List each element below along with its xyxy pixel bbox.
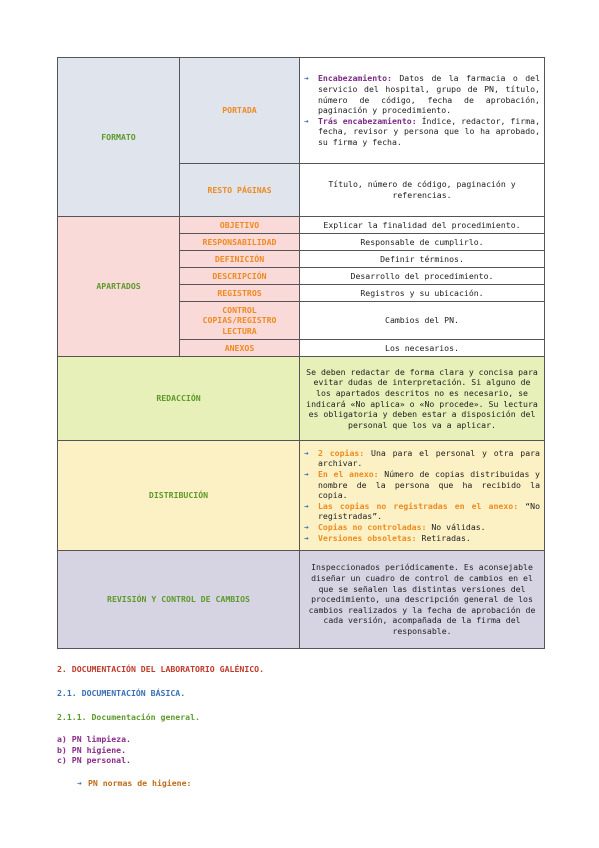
procedure-table [57, 57, 545, 649]
portada-content [300, 58, 545, 164]
arrow-right-icon: ➔ [304, 500, 309, 511]
arrow-right-icon: ➔ [304, 532, 309, 543]
arrow-right-icon: ➔ [77, 777, 82, 788]
apartado-text: Responsable de cumplirlo. [300, 234, 545, 251]
heading-level-1: 2. DOCUMENTACIÓN DEL LABORATORIO GALÉNICO. [57, 664, 265, 674]
arrow-right-icon: ➔ [304, 447, 309, 458]
pn-list [57, 734, 544, 766]
arrow-right-icon: ➔ [304, 73, 309, 84]
distribucion-item: ➔ 2 copias: Una para el personal y otra para archivar. [304, 447, 540, 469]
sub-item: ➔ PN normas de higiene: [77, 777, 192, 788]
heading-level-2: 2.1. DOCUMENTACIÓN BÁSICA. [57, 688, 186, 698]
list-item: a) PN limpieza. [57, 734, 131, 744]
apartado-label: REGISTROS [180, 285, 300, 302]
distribucion-item: ➔ Copias no controladas: No válidas. [304, 521, 486, 532]
arrow-right-icon: ➔ [304, 469, 309, 480]
apartado-text: Explicar la finalidad del procedimiento. [300, 217, 545, 234]
formato-label: FORMATO [58, 58, 180, 217]
apartado-text: Definir términos. [300, 251, 545, 268]
revision-label: REVISIÓN Y CONTROL DE CAMBIOS [58, 551, 300, 649]
redaccion-text: Se deben redactar de forma clara y concisa para evitar dudas de interpretación. Si alguno de los apartados descritos no es necesario, se indicará «No aplica» o «No procede». Su lectura es obligatoria y deben estar a disposición del personal que los va a aplicar. [300, 357, 545, 441]
apartado-label: RESPONSABILIDAD [180, 234, 300, 251]
list-item: c) PN personal. [57, 755, 131, 765]
distribucion-item: ➔ En el anexo: Número de copias distribuidas y nombre de la persona que ha recibido la copia. [304, 469, 540, 501]
resto-paginas-text: Título, número de código, paginación y referencias. [300, 164, 545, 217]
apartado-label: DEFINICIÓN [180, 251, 300, 268]
portada-item: ➔ Trás encabezamiento: Índice, redactor, firma, fecha, revisor y persona que lo ha aprobado, su firma y fecha. [304, 115, 541, 147]
apartado-text: Cambios del PN. [300, 302, 545, 340]
redaccion-label: REDACCIÓN [58, 357, 300, 441]
revision-text: Inspeccionados periódicamente. Es aconsejable diseñar un cuadro de control de cambios en el que se señalen las distintas versiones del procedimiento, una descripción general de los cambios realizados y la fecha de aprobación de cada versión, acompañada de la firma del responsable. [300, 551, 545, 649]
arrow-right-icon: ➔ [304, 115, 309, 126]
portada-label: PORTADA [180, 58, 300, 164]
apartado-label: ANEXOS [180, 340, 300, 357]
apartados-label: APARTADOS [58, 217, 180, 357]
apartado-text: Registros y su ubicación. [300, 285, 545, 302]
apartado-text: Desarrollo del procedimiento. [300, 268, 545, 285]
apartado-label: OBJETIVO [180, 217, 300, 234]
distribucion-item: ➔ Las copias no registradas en el anexo: “No registradas”. [304, 500, 540, 522]
arrow-right-icon: ➔ [304, 521, 309, 532]
apartado-label: DESCRIPCIÓN [180, 268, 300, 285]
distribucion-item: ➔ Versiones obsoletas: Retiradas. [304, 532, 471, 543]
list-item: b) PN higiene. [57, 744, 127, 755]
distribucion-label: DISTRIBUCIÓN [58, 441, 300, 551]
section-headings [57, 664, 544, 788]
portada-item: ➔ Encabezamiento: Datos de la farmacia o del servicio del hospital, grupo de PN, título, número de código, fecha de aprobación, paginación y procedimiento. [304, 73, 540, 116]
heading-level-3: 2.1.1. Documentación general. [57, 712, 200, 722]
apartado-label: CONTROL COPIAS/REGISTRO LECTURA [180, 302, 300, 340]
distribucion-content [300, 441, 545, 551]
apartado-text: Los necesarios. [300, 340, 545, 357]
resto-paginas-label: RESTO PÁGINAS [180, 164, 300, 217]
